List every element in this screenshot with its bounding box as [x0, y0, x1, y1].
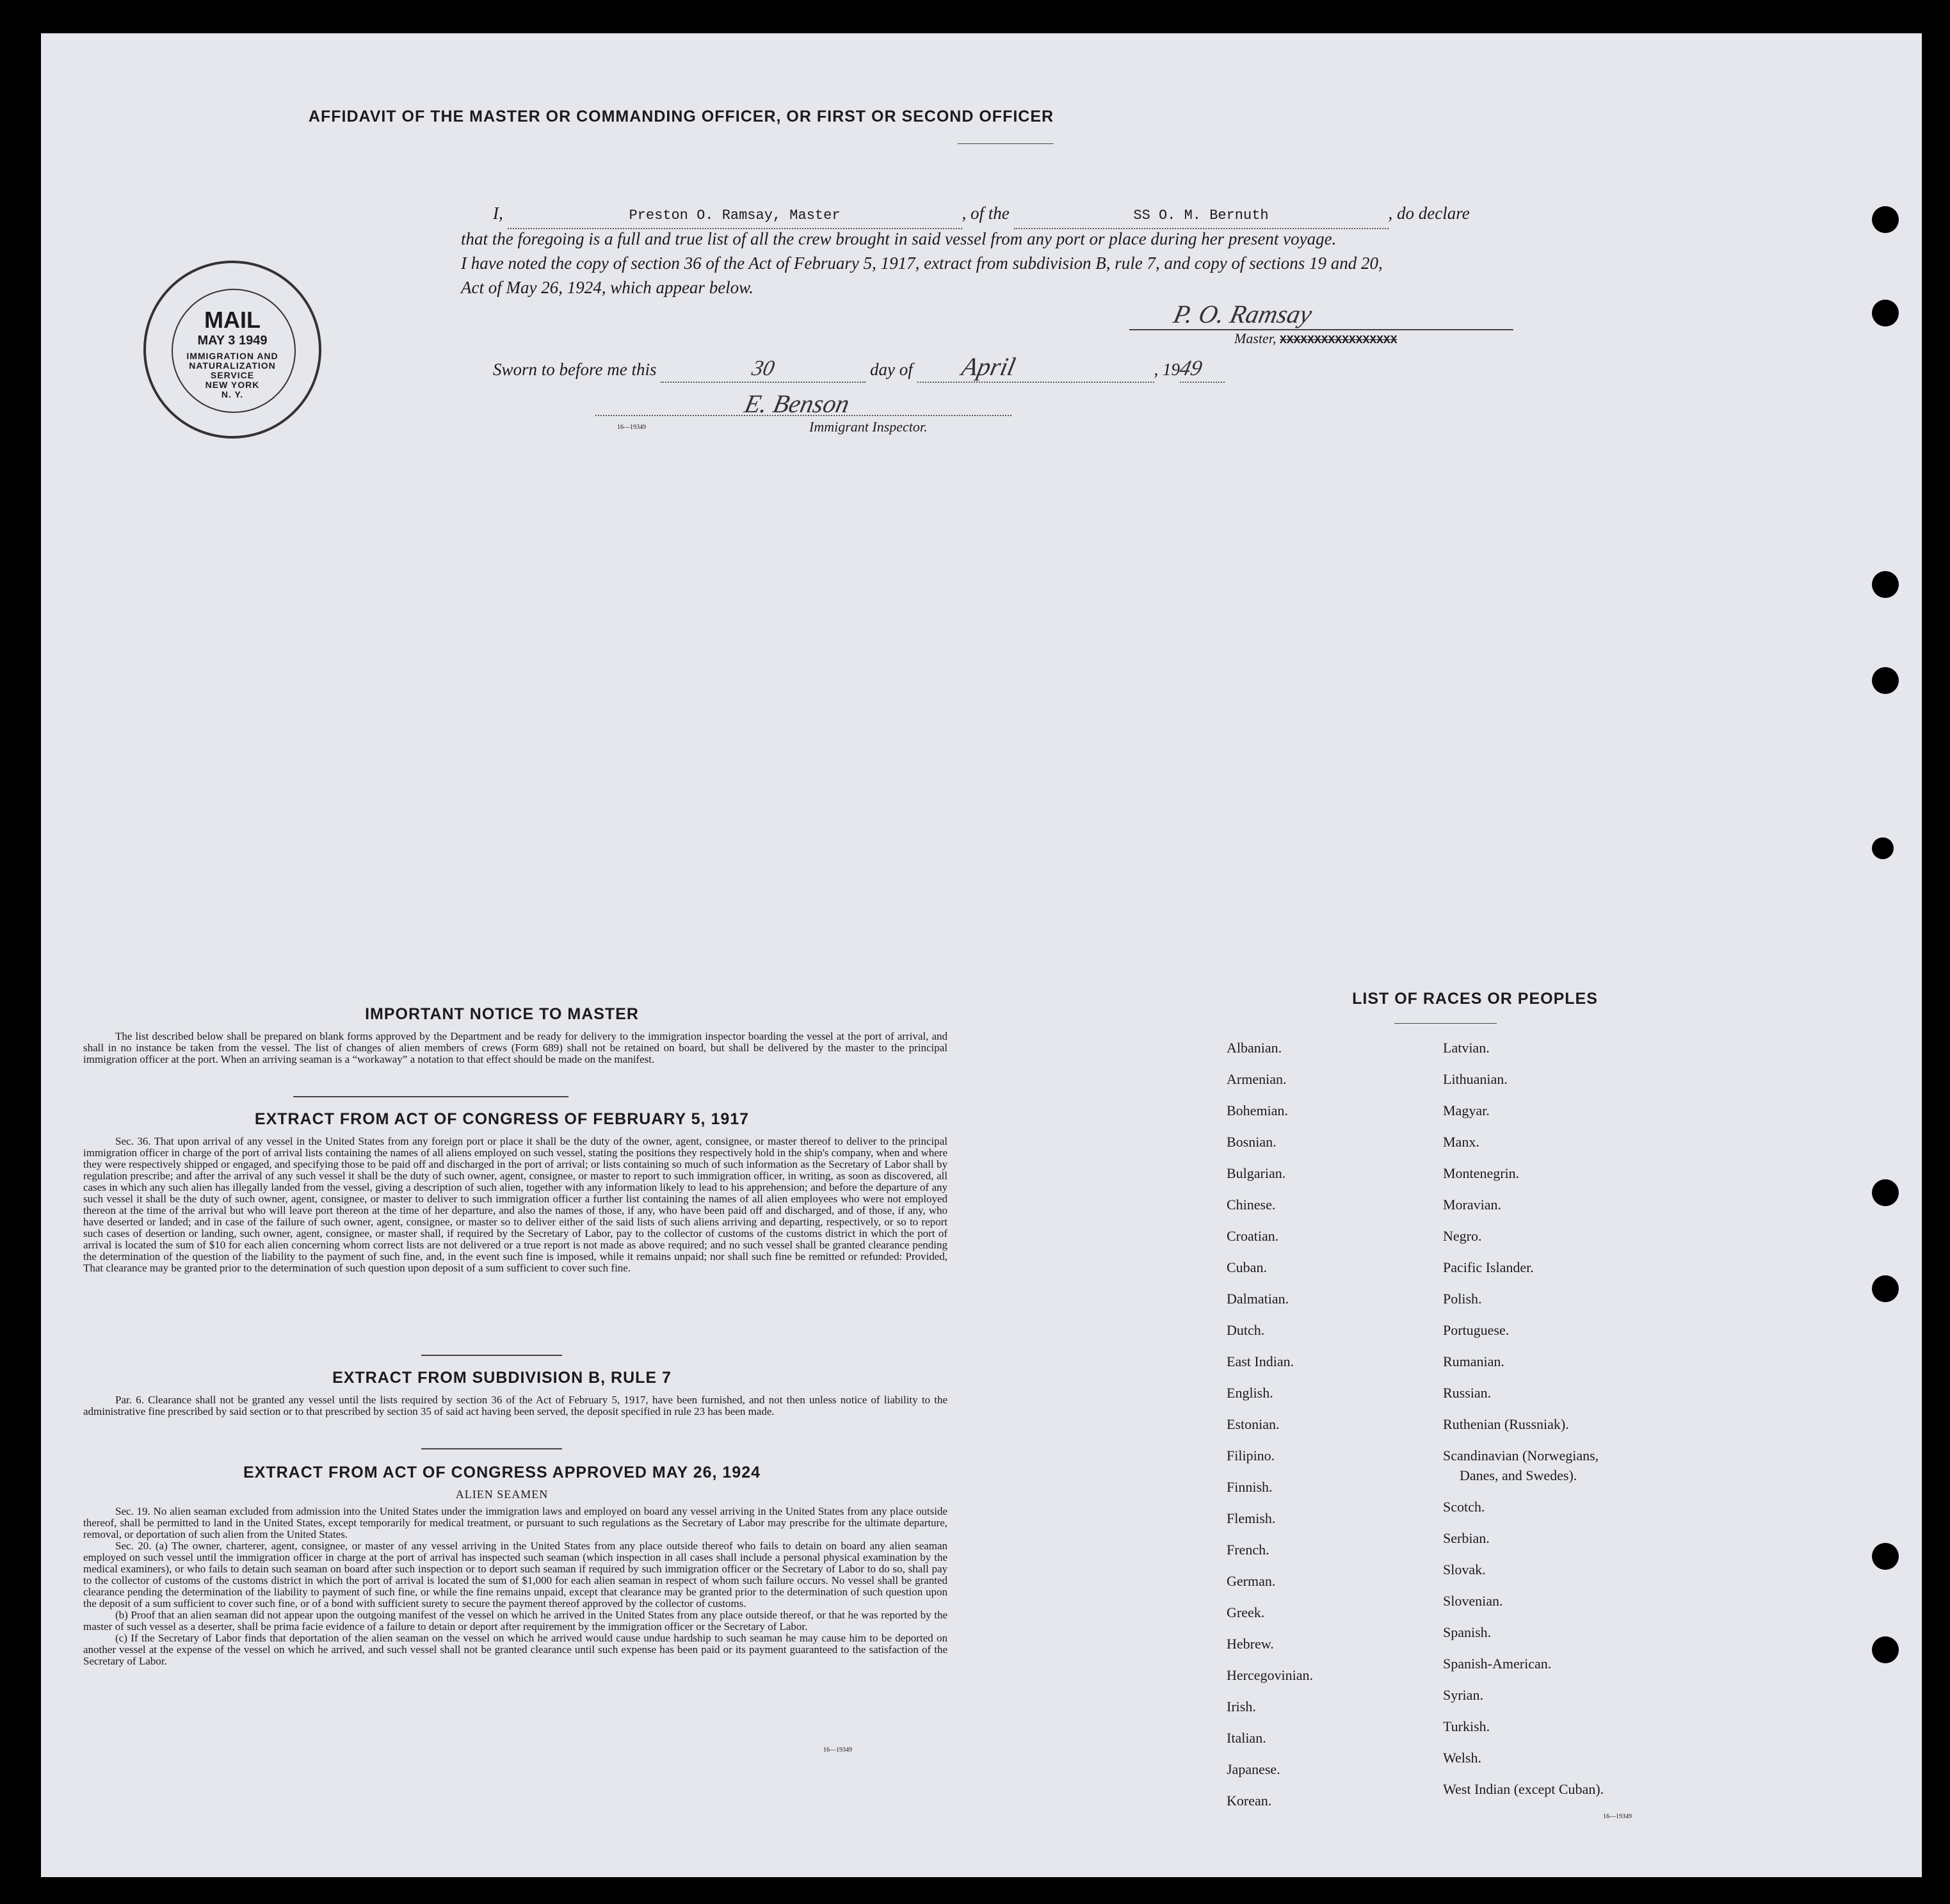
form-number-bottom-right: 16—19349	[1603, 1813, 1632, 1820]
race-item: Irish.	[1227, 1698, 1256, 1714]
inspector-line	[595, 415, 1011, 416]
punch-hole	[1872, 667, 1899, 694]
race-item: West Indian (except Cuban).	[1443, 1781, 1604, 1797]
race-item: Negro.	[1443, 1228, 1482, 1244]
race-item: Montenegrin.	[1443, 1165, 1520, 1181]
extract-1917-text: Sec. 36. That upon arrival of any vessel in the United States from any foreign port or place it shall be the duty of the owner, agent, consignee, or master thereof to deliver to the principal immigration officer in charge of the port of arrival lists containing the names of all aliens employed on such vessel, stating the positions they respectively hold in the ship's company, when and where they were respectively shipped or engaged, and specifying those to be paid off and discharged in the port of arrival; or lists containing so much of such information as the Secretary of Labor shall by regulation prescribe; and after the arrival of any such vessel it shall be the duty of such owner, agent, consignee, or master to report to such immigration officer, in writing, as soon as discovered, all cases in which any such alien has illegally landed from the vessel, giving a description of such alien, together with any information likely to lead to his apprehension; and before the departure of any such vessel it shall be the duty of such owner, agent, consignee, or master to deliver to such immigration officer a further list containing the names of all alien employees who were not employed thereon at the time of the arrival but who will leave port thereon at the time of her departure, and also the names of those, if any, who have been paid off and discharged, and of those, if any, who have deserted or landed; and in case of the failure of such owner, agent, consignee, or master so to deliver either of the said lists of such aliens arriving and departing, respectively, or so to report such cases of desertion or landing, such owner, agent, consignee, or master shall, if required by the Secretary of Labor, pay to the collector of customs of the customs district in which the port of arrival is located the sum of $10 for each alien concerning whom correct lists are not delivered or a true report is not made as above required; and no such vessel shall be granted clearance pending the determination of the question of the liability to the payment of such fine, and, in the event such fine is imposed, while it remains unpaid; nor shall such fine be remitted or refunded: Provided, That clearance may be granted prior to the determination of such question upon deposit of a sum sufficient to cover such fine.	[83, 1135, 947, 1274]
vessel-field	[1014, 201, 1389, 229]
race-item: Japanese.	[1227, 1761, 1280, 1777]
title-rule	[958, 143, 1054, 144]
notice-title: IMPORTANT NOTICE TO MASTER	[365, 1005, 639, 1023]
declaration-line-4: Act of May 26, 1924, which appear below.	[461, 278, 753, 297]
day-field	[661, 357, 866, 383]
extract-1924-sec-20a: Sec. 20. (a) The owner, charterer, agent, consignee, or master of any vessel arriving in the United States from any place outside thereof who fails to detain on board any alien seaman employed on such vessel until the immigration officer in charge at the port of arrival has inspected such seaman (which inspection in all cases shall include a personal physical examination by the medical examiners), or who fails to detain such seaman on board after such inspection or to deport such seaman if required by such immigration officer or the Secretary of Labor to do so, shall pay to the collector of customs of the customs district in which the port of arrival is located the sum of $1,000 for each alien seaman in respect of whom such failure occurs. No vessel shall be granted clearance pending the determination of the liability to payment of such fine, or while the fine remains unpaid, except that clearance may be granted prior to the determination of such question upon the deposit of a sum sufficient to cover such fine, or of a bond with sufficient surety to secure the payment thereof approved by the collector of customs.	[83, 1540, 947, 1610]
master-name-value: Preston O. Ramsay, Master	[629, 207, 841, 223]
document-sheet	[41, 33, 1922, 1877]
race-item: Filipino.	[1227, 1448, 1275, 1464]
extract-1924-subtitle: ALIEN SEAMEN	[455, 1488, 549, 1501]
race-item: Spanish-American.	[1443, 1656, 1552, 1672]
race-item: Syrian.	[1443, 1687, 1483, 1703]
race-item: Welsh.	[1443, 1750, 1481, 1766]
race-item: Spanish.	[1443, 1624, 1492, 1640]
stamp-line-2: NATURALIZATION	[189, 360, 276, 371]
punch-hole	[1872, 837, 1894, 859]
race-item: Latvian.	[1443, 1040, 1490, 1056]
sworn-label: Sworn to before me this	[493, 360, 657, 379]
punch-hole	[1872, 571, 1899, 598]
stamp-word: MAIL	[204, 307, 261, 333]
race-item: Portuguese.	[1443, 1322, 1510, 1338]
race-item: Hebrew.	[1227, 1636, 1274, 1652]
year-field	[1177, 357, 1225, 383]
race-item: Turkish.	[1443, 1718, 1490, 1734]
race-item: Bosnian.	[1227, 1134, 1277, 1150]
declaration-do-declare: , do declare	[1388, 204, 1470, 223]
race-item: Estonian.	[1227, 1416, 1280, 1432]
stamp-line-1: IMMIGRATION AND	[186, 351, 278, 361]
punch-hole	[1872, 300, 1899, 327]
inspector-label: Immigrant Inspector.	[809, 419, 928, 435]
race-item: Scotch.	[1443, 1499, 1485, 1515]
master-name-field	[508, 201, 962, 229]
notice-text: The list described below shall be prepared on blank forms approved by the Department and be ready for delivery to the immigration inspector boarding the vessel at the port of arrival, and shall in no instance be taken from the vessel. The list of changes of alien members of crews (Form 689) shall not be retained on board, but shall be delivered by the master to the principal immigration officer at the port. When an arriving seaman is a “workaway” a notation to that effect should be made on the manifest.	[83, 1030, 947, 1065]
race-item: Pacific Islander.	[1443, 1259, 1534, 1275]
race-item: Dalmatian.	[1227, 1291, 1289, 1307]
form-number-top: 16—19349	[617, 424, 646, 431]
race-item: Scandinavian (Norwegians,	[1443, 1448, 1599, 1464]
race-item: Magyar.	[1443, 1102, 1490, 1118]
vessel-value: SS O. M. Bernuth	[1133, 207, 1269, 223]
punch-hole	[1872, 206, 1899, 233]
day-value: 30	[750, 357, 777, 380]
master-signature: P. O. Ramsay	[1171, 300, 1315, 328]
race-item: Cuban.	[1227, 1259, 1267, 1275]
race-item: Hercegovinian.	[1227, 1667, 1313, 1683]
stamp-agency	[146, 351, 319, 399]
race-item: Dutch.	[1227, 1322, 1265, 1338]
punch-hole	[1872, 1543, 1899, 1570]
race-item: Bohemian.	[1227, 1102, 1288, 1118]
declaration-line-2: that the foregoing is a full and true list of all the crew brought in said vessel from any port or place during her present voyage.	[461, 229, 1337, 248]
master-strike: XXXXXXXXXXXXXXXXX	[1279, 334, 1398, 347]
declaration-i: I,	[493, 204, 503, 223]
stamp-date: MAY 3 1949	[197, 334, 268, 348]
race-item: Flemish.	[1227, 1510, 1276, 1526]
master-label: Master,	[1234, 330, 1277, 346]
race-item: Rumanian.	[1443, 1353, 1504, 1369]
race-item: Albanian.	[1227, 1040, 1282, 1056]
race-item: Armenian.	[1227, 1071, 1287, 1087]
races-rule	[1394, 1023, 1497, 1024]
race-item: Slovenian.	[1443, 1593, 1503, 1609]
declaration-of-the: , of the	[962, 204, 1010, 223]
affidavit-title: AFFIDAVIT OF THE MASTER OR COMMANDING OFFICER, OR FIRST OR SECOND OFFICER	[308, 108, 1054, 125]
day-of-label: day of	[870, 360, 913, 379]
race-item: German.	[1227, 1573, 1276, 1589]
race-item: Korean.	[1227, 1793, 1272, 1809]
race-item: Danes, and Swedes).	[1460, 1467, 1577, 1483]
race-item: Croatian.	[1227, 1228, 1279, 1244]
race-item: East Indian.	[1227, 1353, 1294, 1369]
race-item: Manx.	[1443, 1134, 1479, 1150]
rule-7-text: Par. 6. Clearance shall not be granted any vessel until the lists required by section 36 of the Act of February 5, 1917, have been furnished, and not then unless notice of liability to the administrative fine prescribed by said section or to that prescribed by section 35 of said act having been served, the deposit specified in rule 23 has been made.	[83, 1394, 947, 1417]
race-item: Serbian.	[1443, 1530, 1490, 1546]
declaration-line-3: I have noted the copy of section 36 of the Act of February 5, 1917, extract from subdivision B, rule 7, and copy of sections 19 and 20,	[461, 254, 1383, 273]
race-item: Russian.	[1443, 1385, 1492, 1401]
race-item: Finnish.	[1227, 1479, 1273, 1495]
master-label-line	[1234, 327, 1398, 353]
race-item: Chinese.	[1227, 1197, 1276, 1213]
month-value: April	[958, 352, 1018, 381]
notice-rule	[293, 1096, 568, 1097]
rule-7-title: EXTRACT FROM SUBDIVISION B, RULE 7	[332, 1369, 672, 1387]
extract-1924-sec-20b: (b) Proof that an alien seaman did not appear upon the outgoing manifest of the vessel on which he arrived in the United States from any place outside thereof, or that he was reported by the master of such vessel as a deserter, shall be prima facie evidence of a failure to detain or deport after requirement by the immigration officer or the Secretary of Labor.	[83, 1609, 947, 1633]
extract-1917-rule	[421, 1355, 562, 1356]
stamp-line-4: NEW YORK	[205, 380, 260, 390]
stamp-line-3: SERVICE	[210, 370, 255, 380]
race-item: Slovak.	[1443, 1561, 1486, 1577]
year-value: 49	[1177, 357, 1205, 380]
extract-1924-title: EXTRACT FROM ACT OF CONGRESS APPROVED MAY 26, 1924	[243, 1464, 761, 1481]
inspector-signature: E. Benson	[742, 389, 852, 418]
extract-1924-sec-20c: (c) If the Secretary of Labor finds that deportation of the alien seaman on the vessel on which he arrived would cause undue hardship to such seaman he may cause him to be deported on another vessel at the expense of the vessel on which he arrived, and such vessel shall not be granted clearance until such expense has been paid or its payment guaranteed to the satisfaction of the Secretary of Labor.	[83, 1632, 947, 1667]
extract-1924-body	[83, 1506, 947, 1667]
month-field	[917, 352, 1154, 383]
sworn-line	[493, 352, 1225, 383]
race-item: Greek.	[1227, 1604, 1265, 1620]
declaration-line-1	[493, 201, 1543, 229]
punch-hole	[1872, 1179, 1899, 1206]
race-item: Moravian.	[1443, 1197, 1502, 1213]
race-item: Lithuanian.	[1443, 1071, 1508, 1087]
races-title: LIST OF RACES OR PEOPLES	[1352, 990, 1598, 1008]
race-item: Ruthenian (Russniak).	[1443, 1416, 1569, 1432]
races-left-column	[1227, 1032, 1431, 1816]
mail-stamp	[143, 261, 321, 439]
race-item: English.	[1227, 1385, 1273, 1401]
form-number-bottom-left: 16—19349	[823, 1747, 852, 1754]
extract-1917-title: EXTRACT FROM ACT OF CONGRESS OF FEBRUARY 5, 1917	[254, 1110, 750, 1128]
race-item: Italian.	[1227, 1730, 1266, 1746]
race-item: French.	[1227, 1542, 1269, 1558]
rule-7-rule	[421, 1448, 562, 1449]
punch-hole	[1872, 1275, 1899, 1302]
extract-1924-sec-19: Sec. 19. No alien seaman excluded from admission into the United States under the immigration laws and employed on board any vessel arriving in the United States from any place outside thereof, shall be permitted to land in the United States, except temporarily for medical treatment, or pursuant to such regulations as the Secretary of Labor may prescribe for the ultimate departure, removal, or deportation of such alien from the United States.	[83, 1505, 947, 1540]
stamp-line-5: N. Y.	[221, 389, 244, 399]
race-item: Polish.	[1443, 1291, 1482, 1307]
race-item: Bulgarian.	[1227, 1165, 1286, 1181]
races-right-column	[1443, 1032, 1712, 1805]
punch-hole	[1872, 1636, 1899, 1663]
year-prefix: , 19	[1154, 360, 1180, 379]
